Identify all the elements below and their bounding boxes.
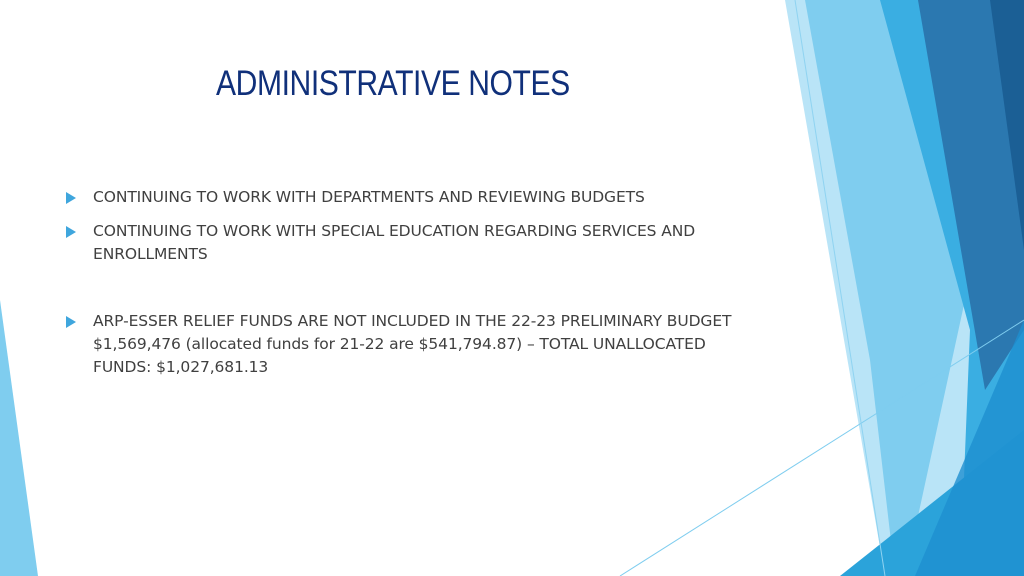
bullet-text: CONTINUING TO WORK WITH DEPARTMENTS AND REVIEWING BUDGETS [93,188,645,206]
bullet-item-departments [66,186,766,209]
bullet-text: ARP-ESSER RELIEF FUNDS ARE NOT INCLUDED IN THE 22-23 PRELIMINARY BUDGET $1,569,476 (allocated funds for 21-22 are $541,794.87) – TOTAL UNALLOCATED FUNDS: $1,027,681.13 [93,312,732,376]
right-triangle-arrow-icon [66,226,76,238]
bullet-item-arp-esser [66,310,766,379]
bullet-text: CONTINUING TO WORK WITH SPECIAL EDUCATION REGARDING SERVICES AND ENROLLMENTS [93,222,696,263]
slide-title: ADMINISTRATIVE NOTES [216,64,570,103]
right-triangle-arrow-icon [66,192,76,204]
right-triangle-arrow-icon [66,316,76,328]
left-edge-shape [0,300,38,576]
bullet-list [66,186,766,379]
bullet-item-special-education [66,220,766,266]
